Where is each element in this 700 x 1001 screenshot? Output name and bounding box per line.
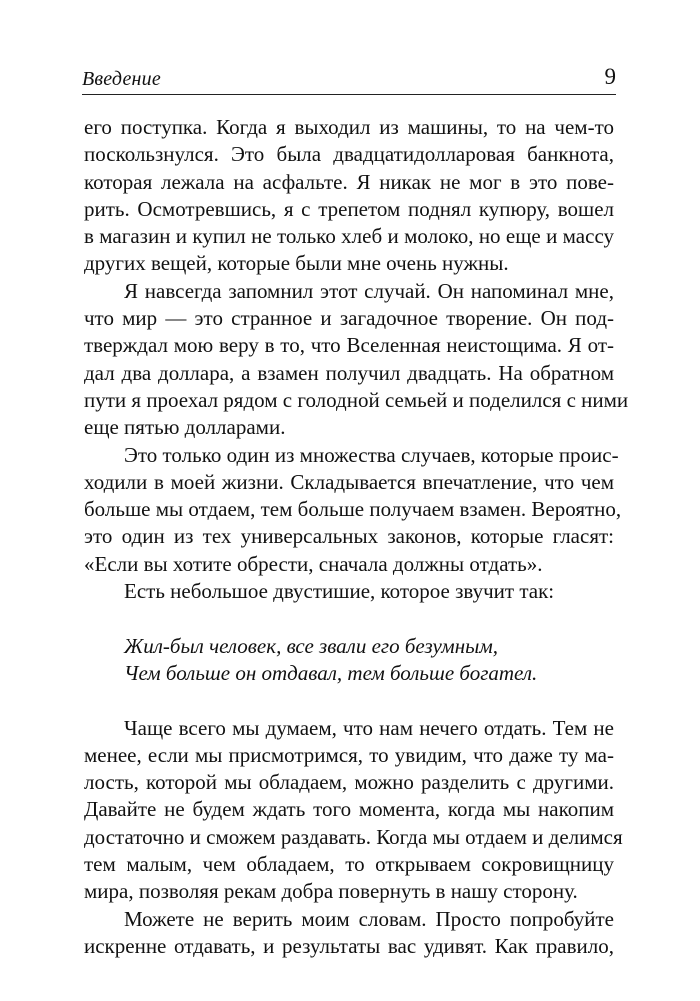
body-text bbox=[84, 114, 629, 960]
paragraph-4 bbox=[84, 578, 614, 605]
text-line: лость, которой мы обладаем, можно разделить с другими. bbox=[84, 770, 614, 795]
text-line: Я навсегда запомнил этот случай. Он напоминал мне, bbox=[124, 278, 614, 303]
text-line: тверждал мою веру в то, что Вселенная неистощима. Я от- bbox=[84, 333, 614, 358]
paragraph-6 bbox=[84, 906, 614, 961]
text-line: достаточно и сможем раздавать. Когда мы отдаем и делимся bbox=[84, 824, 623, 849]
text-line: больше мы отдаем, тем больше получаем взамен. Вероятно, bbox=[84, 497, 622, 522]
text-line: еще пятью долларами. bbox=[84, 415, 286, 440]
running-header bbox=[82, 66, 616, 92]
text-line: тем малым, чем обладаем, то открываем сокровищницу bbox=[84, 852, 614, 877]
text-line: рить. Осмотревшись, я с трепетом поднял купюру, вошел bbox=[84, 196, 614, 221]
spacer bbox=[84, 687, 614, 714]
text-line: Давайте не будем ждать того момента, когда мы накопим bbox=[84, 797, 614, 822]
text-line: других вещей, которые были мне очень нужны. bbox=[84, 251, 509, 276]
text-line: в магазин и купил не только хлеб и молоко, но еще и массу bbox=[84, 224, 614, 249]
text-line: дал два доллара, а взамен получил двадцать. На обратном bbox=[84, 360, 614, 385]
paragraph-2 bbox=[84, 278, 629, 442]
text-line: мира, позволяя рекам добра повернуть в нашу сторону. bbox=[84, 879, 578, 904]
text-line: Это только один из множества случаев, которые проис- bbox=[124, 442, 619, 467]
spacer bbox=[84, 605, 614, 632]
text-line: его поступка. Когда я выходил из машины, то на чем-то bbox=[84, 115, 614, 139]
paragraph-5 bbox=[84, 715, 623, 906]
text-line: пути я проехал рядом с голодной семьей и поделился с ними bbox=[84, 387, 629, 412]
text-line: которая лежала на асфальте. Я никак не мог в это пове- bbox=[84, 169, 614, 194]
verse-line: Жил-был человек, все звали его безумным, bbox=[124, 633, 499, 658]
text-line: искренне отдавать, и результаты вас удивят. Как правило, bbox=[84, 933, 614, 958]
text-line: Можете не верить моим словам. Просто попробуйте bbox=[124, 906, 614, 931]
text-line: ходили в моей жизни. Складывается впечатление, что чем bbox=[84, 469, 614, 494]
text-line: Есть небольшое двустишие, которое звучит так: bbox=[124, 579, 555, 604]
text-line: «Если вы хотите обрести, сначала должны отдать». bbox=[84, 551, 543, 576]
header-rule bbox=[82, 94, 616, 95]
section-title: Введение bbox=[82, 68, 161, 90]
verse-couplet bbox=[84, 633, 614, 688]
text-line: менее, если мы присмотримся, то увидим, что даже ту ма- bbox=[84, 742, 614, 767]
text-line: это один из тех универсальных законов, которые гласят: bbox=[84, 524, 614, 549]
page-number: 9 bbox=[604, 64, 616, 89]
text-line: что мир — это странное и загадочное творение. Он под- bbox=[84, 306, 614, 331]
text-line: Чаще всего мы думаем, что нам нечего отдать. Тем не bbox=[124, 715, 614, 740]
verse-line: Чем больше он отдавал, тем больше богател. bbox=[124, 660, 538, 685]
paragraph-1 bbox=[84, 114, 614, 278]
paragraph-3 bbox=[84, 442, 622, 578]
text-line: поскользнулся. Это была двадцатидолларовая банкнота, bbox=[84, 142, 614, 167]
